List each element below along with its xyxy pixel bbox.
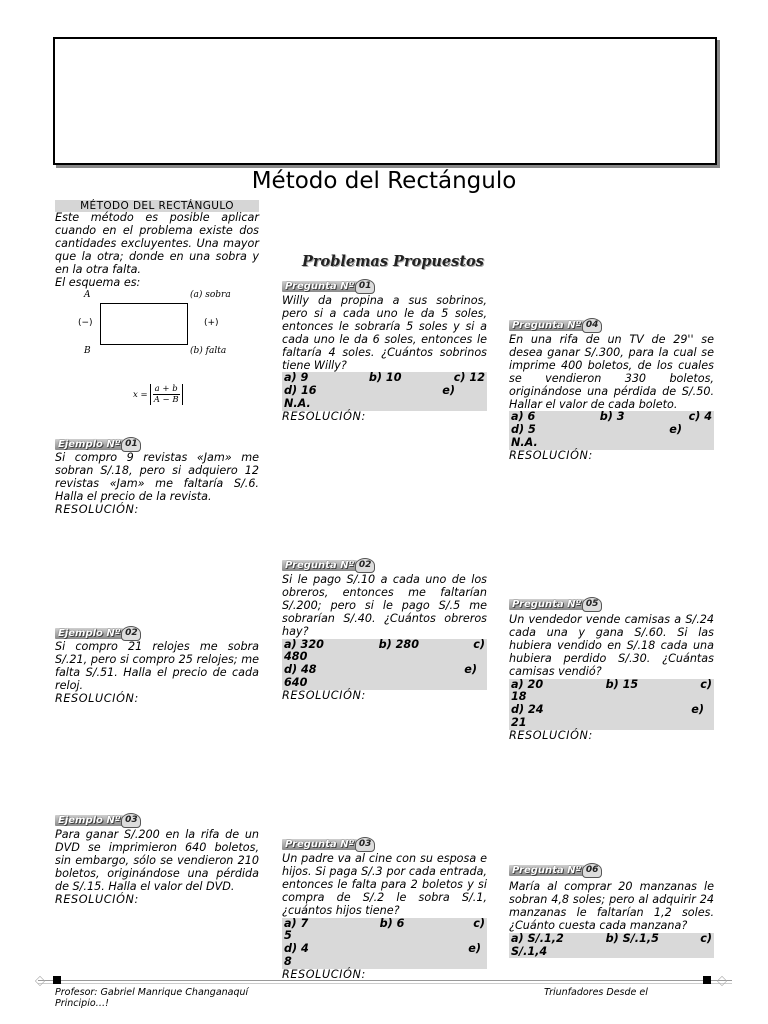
question-badge-label: Pregunta Nº — [282, 281, 357, 292]
footer-left — [55, 987, 248, 1009]
label-b-falta: (b) falta — [190, 346, 227, 356]
options-box — [282, 918, 487, 970]
example-badge-number: 03 — [121, 813, 141, 828]
option: N.A. — [511, 436, 538, 450]
option: b) 3 — [599, 410, 625, 424]
resolution-label: RESOLUCIÓN: — [55, 892, 139, 906]
option: 640 — [284, 676, 308, 690]
resolution-label: RESOLUCIÓN: — [282, 968, 366, 982]
resolution-label: RESOLUCIÓN: — [282, 689, 366, 703]
example-03 — [55, 829, 259, 906]
footer-square-right — [703, 976, 711, 984]
footer-square-left — [53, 976, 61, 984]
formula-numerator: a + b — [154, 384, 178, 394]
question-01 — [282, 295, 487, 424]
question-06 — [509, 881, 714, 958]
question-04 — [509, 334, 714, 463]
example-text: Si compro 21 relojes me sobra S/.21, pero si compro 25 relojes; me falta S/.51. Halla el precio de cada reloj. — [55, 640, 259, 692]
option: e) — [464, 663, 477, 677]
question-badge-number: 01 — [355, 279, 375, 294]
option: e) — [468, 942, 481, 956]
question-text: Willy da propina a sus sobrinos, pero si a cada uno le da 5 soles, entonces le sobraría 5 soles y si a cada uno le da 6 soles, entonces le faltaría 4 soles. ¿Cuántos sobrinos tiene Willy? — [282, 294, 487, 372]
option: a) 320 — [284, 637, 324, 651]
question-badge-number: 03 — [355, 837, 375, 852]
footer-principio: Principio…! — [55, 998, 109, 1009]
label-A: A — [84, 290, 91, 300]
resolution-label: RESOLUCIÓN: — [55, 691, 139, 705]
option: e) — [669, 423, 682, 437]
options-box — [282, 639, 487, 691]
example-02 — [55, 641, 259, 706]
example-badge-number: 01 — [121, 437, 141, 452]
header-box — [53, 37, 717, 165]
option: b) 280 — [378, 637, 419, 651]
option: a) 6 — [511, 410, 536, 424]
example-badge-01 — [55, 437, 141, 452]
question-badge-label: Pregunta Nº — [509, 865, 584, 876]
example-badge-number: 02 — [121, 626, 141, 641]
resolution-label: RESOLUCIÓN: — [282, 410, 366, 424]
options-box — [509, 679, 714, 731]
footer-ornament-right — [717, 976, 727, 986]
label-minus: (−) — [78, 318, 93, 328]
footer-ornament-left — [35, 976, 45, 986]
option: 480 — [284, 650, 308, 664]
problems-heading: Problemas Propuestos — [302, 253, 484, 270]
question-text: Un padre va al cine con su esposa e hijos. Si paga S/.3 por cada entrada, entonces le falta para 2 boletos y si compra de S/.2 le sobra S/.1, ¿cuántos hijos tiene? — [282, 852, 487, 917]
question-text: Si le pago S/.10 a cada uno de los obreros, entonces me faltarían S/.200; pero si le pago S/.5 me sobrarían S/.40. ¿Cuántos obreros hay? — [282, 573, 487, 638]
example-01 — [55, 452, 259, 517]
page-title: Método del Rectángulo — [251, 168, 517, 194]
question-badge-01 — [282, 279, 375, 294]
label-plus: (+) — [204, 318, 219, 328]
option: 18 — [511, 690, 527, 704]
options-box — [509, 933, 714, 959]
option: c) — [473, 637, 485, 651]
question-badge-label: Pregunta Nº — [509, 320, 584, 331]
example-badge-label: Ejemplo Nº — [55, 815, 123, 826]
option: a) S/.1,2 — [511, 931, 564, 945]
example-badge-label: Ejemplo Nº — [55, 628, 123, 639]
example-text: Para ganar S/.200 en la rifa de un DVD se imprimieron 640 boletos, sin embargo, sólo se vendieron 210 boletos, originándose una pérdida de S/.15. Halla el valor del DVD. — [55, 828, 259, 893]
option: d) 24 — [511, 703, 544, 717]
question-badge-number: 05 — [582, 597, 602, 612]
method-heading: MÉTODO DEL RECTÁNGULO — [55, 200, 259, 212]
option: c) 4 — [688, 410, 712, 424]
resolution-label: RESOLUCIÓN: — [509, 449, 593, 463]
example-badge-02 — [55, 626, 141, 641]
option: c) — [700, 931, 712, 945]
question-badge-number: 02 — [355, 558, 375, 573]
scheme-label: El esquema es: — [55, 275, 141, 289]
question-text: Un vendedor vende camisas a S/.24 cada una y gana S/.60. Si las hubiera vendido en S/.18 cada una hubiera perdido S/.30. ¿Cuántas camisas vendió? — [509, 613, 714, 678]
option: d) 48 — [284, 663, 317, 677]
question-badge-label: Pregunta Nº — [282, 839, 357, 850]
resolution-label: RESOLUCIÓN: — [55, 502, 139, 516]
question-badge-05 — [509, 597, 602, 612]
footer-right: Triunfadores Desde el — [544, 987, 648, 998]
question-badge-number: 06 — [582, 863, 602, 878]
question-badge-06 — [509, 863, 602, 878]
option: N.A. — [284, 397, 311, 411]
footer-rule — [38, 980, 732, 981]
label-a-sobra: (a) sobra — [190, 290, 231, 300]
option: a) 20 — [511, 677, 544, 691]
option: e) — [442, 384, 455, 398]
method-text: Este método es posible aplicar cuando en el problema existe dos cantidades excluyentes. Una mayor que la otra; donde en una sobra y en la otra falta. — [55, 211, 259, 276]
example-badge-label: Ejemplo Nº — [55, 439, 123, 450]
footer-professor: Profesor: Gabriel Manrique Changanaquí — [55, 987, 249, 998]
option: S/.1,4 — [511, 944, 548, 958]
formula-x: x = — [133, 389, 148, 400]
question-03 — [282, 853, 487, 982]
rectangle-diagram — [78, 290, 258, 410]
option: d) 16 — [284, 384, 317, 398]
option: b) 10 — [368, 371, 402, 385]
option: a) 7 — [284, 916, 309, 930]
question-badge-02 — [282, 558, 375, 573]
option: b) 6 — [379, 916, 405, 930]
left-column — [55, 200, 259, 289]
options-box — [282, 372, 487, 411]
example-text: Si compro 9 revistas «Jam» me sobran S/.18, pero si adquiero 12 revistas «Jam» me faltaría S/.6. Halla el precio de la revista. — [55, 451, 259, 503]
option: e) — [691, 703, 704, 717]
option: d) 5 — [511, 423, 536, 437]
formula — [133, 384, 183, 405]
options-box — [509, 411, 714, 450]
scheme-rectangle — [100, 303, 188, 345]
option: c) — [473, 916, 485, 930]
question-05 — [509, 614, 714, 743]
example-badge-03 — [55, 813, 141, 828]
option: b) 15 — [605, 677, 639, 691]
option: b) S/.1,5 — [605, 931, 659, 945]
question-badge-04 — [509, 318, 602, 333]
option: 8 — [284, 955, 292, 969]
option: 21 — [511, 716, 527, 730]
question-text: En una rifa de un TV de 29'' se desea ganar S/.300, para la cual se imprime 400 boletos, de los cuales se vendieron 330 boletos, originándose una pérdida de S/.50. Hallar el valor de cada boleto. — [509, 333, 714, 411]
question-badge-label: Pregunta Nº — [282, 560, 357, 571]
option: d) 4 — [284, 942, 309, 956]
question-badge-03 — [282, 837, 375, 852]
option: c) — [700, 677, 712, 691]
option: a) 9 — [284, 371, 309, 385]
question-text: María al comprar 20 manzanas le sobran 4,8 soles; pero al adquirir 24 manzanas le faltarían 1,2 soles. ¿Cuánto cuesta cada manzana? — [509, 880, 714, 932]
resolution-label: RESOLUCIÓN: — [509, 729, 593, 743]
footer-rule-secondary — [38, 983, 732, 984]
option: 5 — [284, 929, 292, 943]
question-badge-label: Pregunta Nº — [509, 599, 584, 610]
label-B: B — [84, 346, 91, 356]
option: c) 12 — [453, 371, 485, 385]
formula-denominator: A − B — [153, 395, 179, 405]
question-02 — [282, 574, 487, 703]
question-badge-number: 04 — [582, 318, 602, 333]
